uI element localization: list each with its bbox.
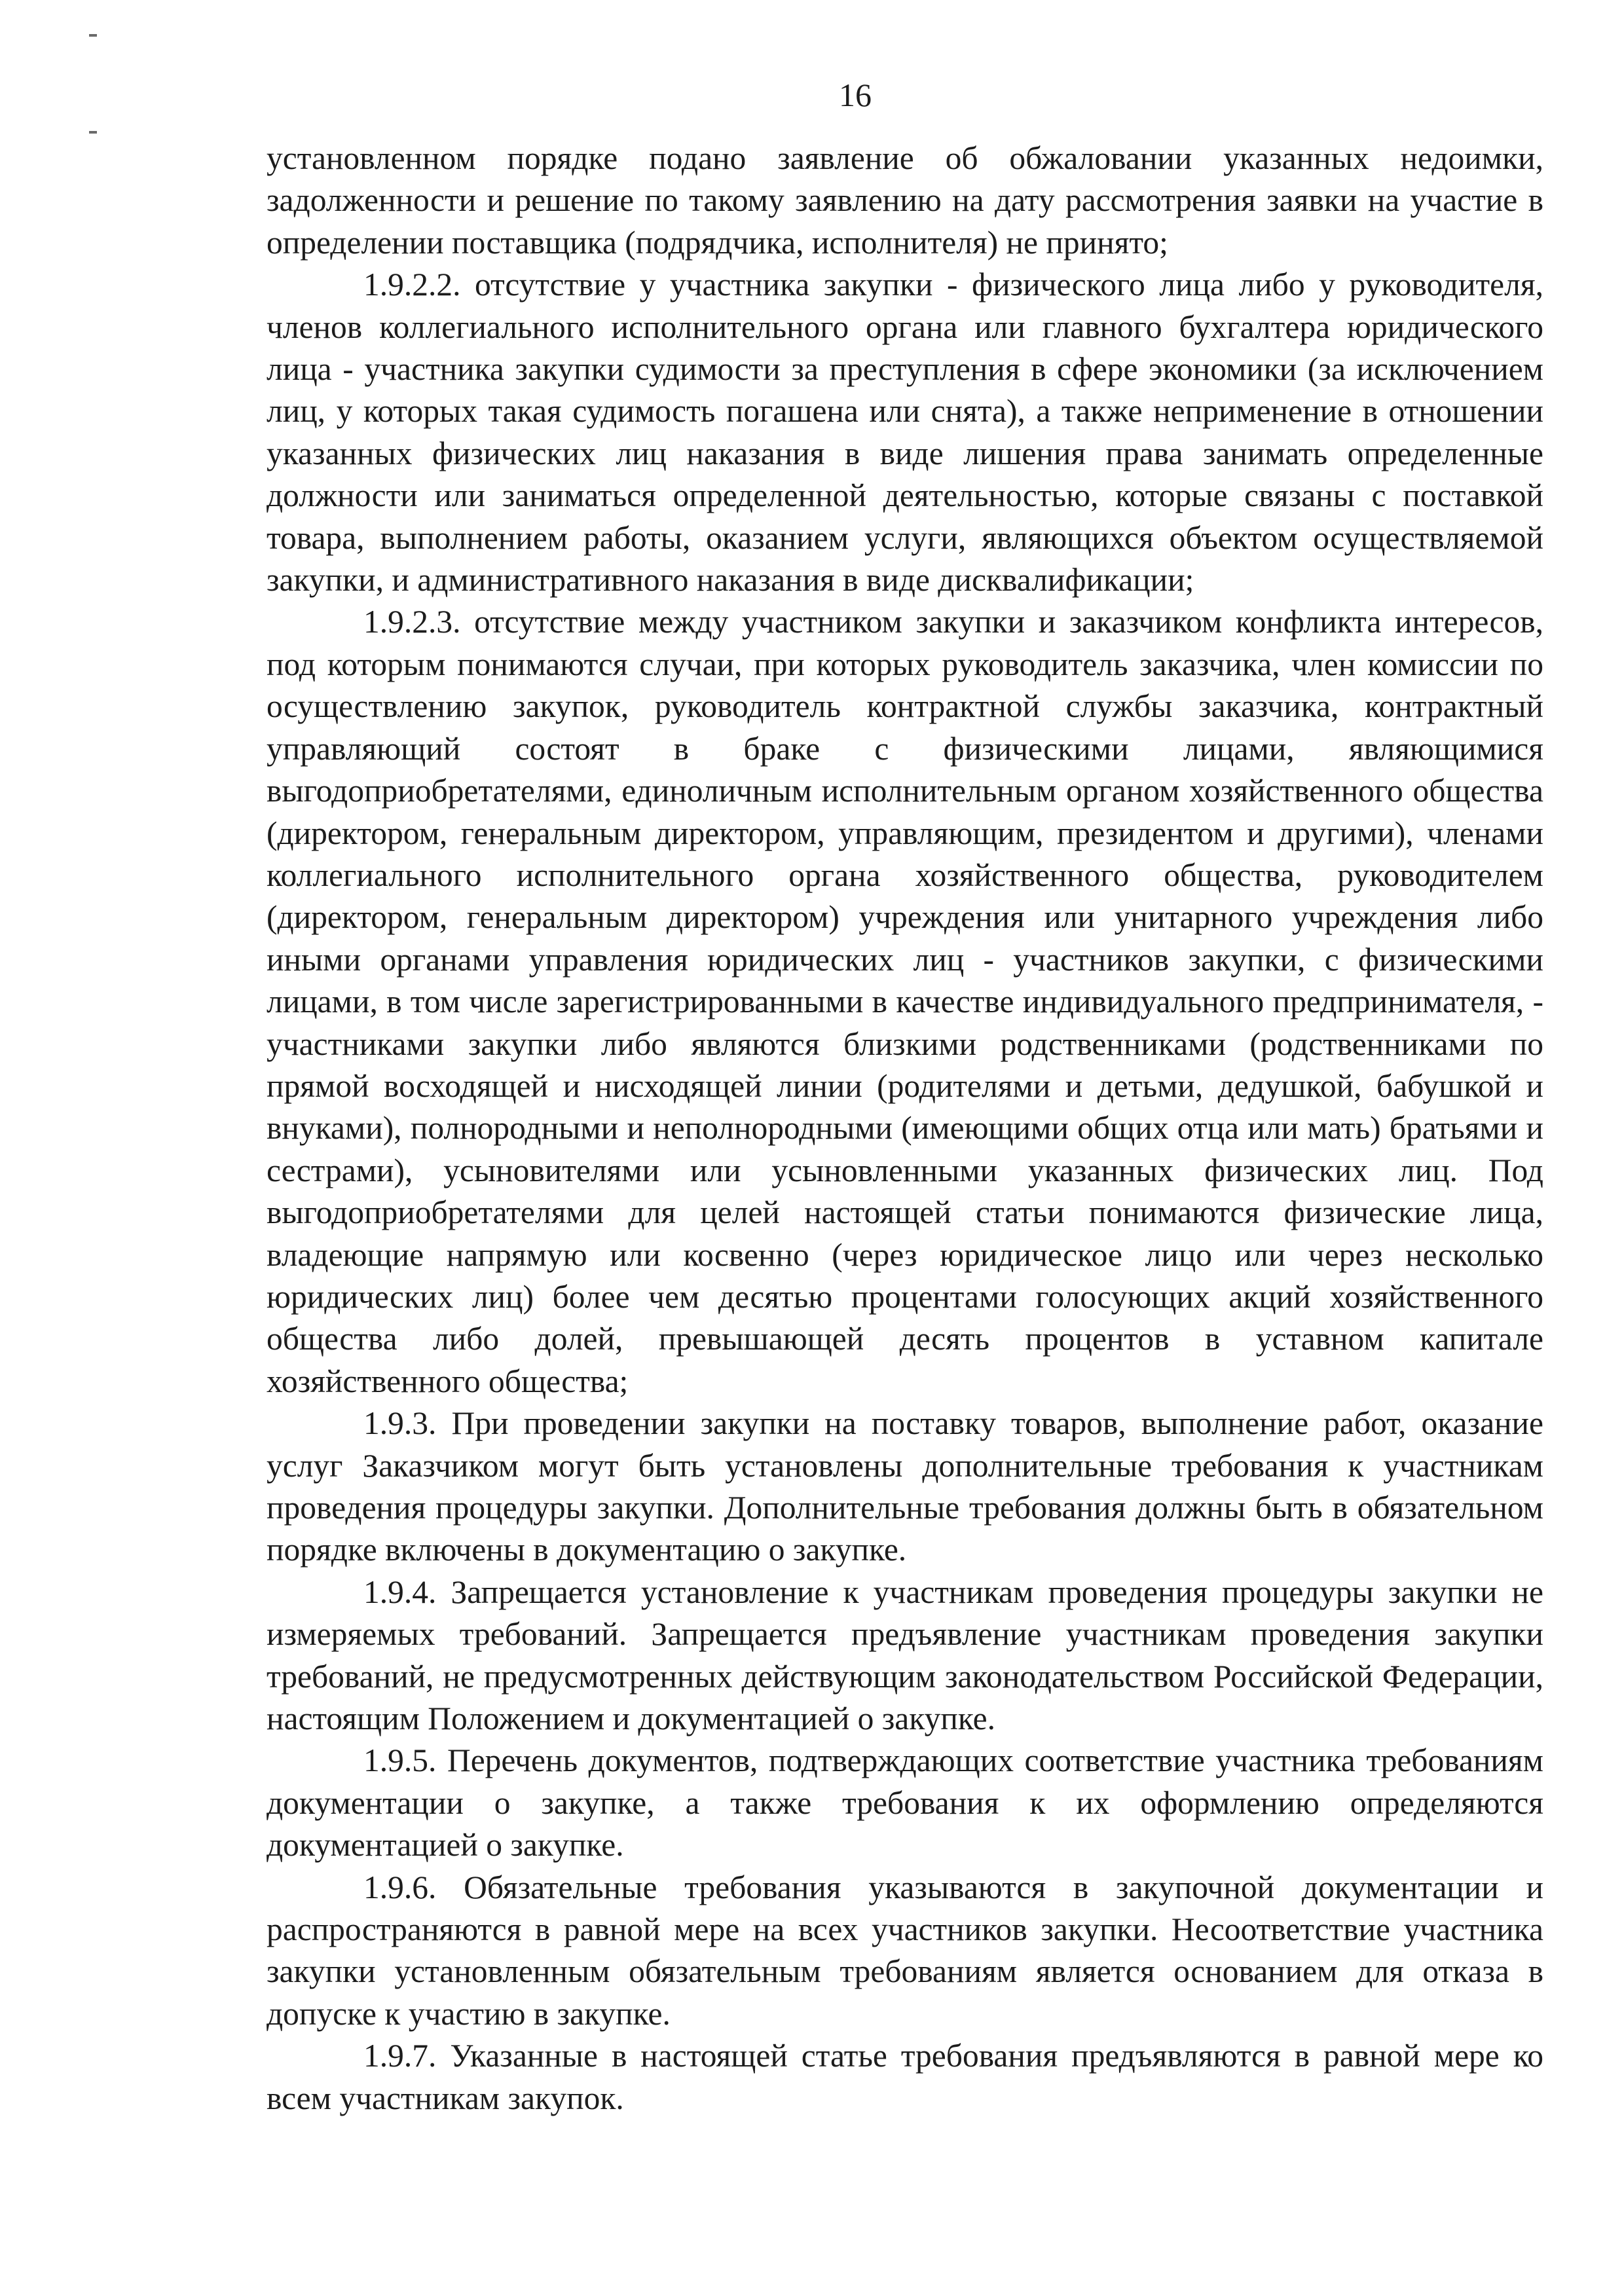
paragraph-1-9-2-2: 1.9.2.2. отсутствие у участника закупки - физического лица либо у руководителя, членов коллегиального исполнительного органа или главного бухгалтера юридического лица - участника закупки судимости за преступления в сфере экономики (за исключением лиц, у которых такая судимость погашена или снята), а также неприменение в отношении указанных физических лиц наказания в виде лишения права занимать определенные должности или заниматься определенной деятельностью, которые связаны с поставкой товара, выполнением работы, оказанием услуги, являющихся объектом осуществляемой закупки, и административного наказания в виде дисквалификации; xyxy=(267,266,1543,598)
page-number: 16 xyxy=(839,77,872,113)
paragraph-1-9-5: 1.9.5. Перечень документов, подтверждающих соответствие участника требованиям документации о закупке, а также требования к их оформлению определяются документацией о закупке. xyxy=(267,1742,1543,1864)
paragraph-1-9-4: 1.9.4. Запрещается установление к участникам проведения процедуры закупки не измеряемых требований. Запрещается предъявление участникам проведения закупки требований, не предусмотренных действующим законодательством Российской Федерации, настоящим Положением и документацией о закупке. xyxy=(267,1573,1543,1737)
scan-mark xyxy=(89,34,97,37)
paragraph-1-9-2-3: 1.9.2.3. отсутствие между участником закупки и заказчиком конфликта интересов, под которым понимаются случаи, при которых руководитель заказчика, член комиссии по осуществлению закупок, руководитель контрактной службы заказчика, контрактный управляющий состоят в браке с физическими лицами, являющимися выгодоприобретателями, единоличным исполнительным органом хозяйственного общества (директором, генеральным директором, управляющим, президентом и другими), членами коллегиального исполнительного органа хозяйственного общества, руководителем (директором, генеральным директором) учреждения или унитарного учреждения либо иными органами управления юридических лиц - участников закупки, с физическими лицами, в том числе зарегистрированными в качестве индивидуального предпринимателя, - участниками закупки либо являются близкими родственниками (родственниками по прямой восходящей и нисходящей линии (родителями и детьми, дедушкой, бабушкой и внуками), полнородными и неполнородными (имеющими общих отца или мать) братьями и сестрами), усыновителями или усыновленными указанных физических лиц. Под выгодоприобретателями для целей настоящей статьи понимаются физические лица, владеющие напрямую или косвенно (через юридическое лицо или через несколько юридических лиц) более чем десятью процентами голосующих акций хозяйственного общества либо долей, превышающей десять процентов в уставном капитале хозяйственного общества; xyxy=(267,604,1543,1399)
paragraph-1-9-3: 1.9.3. При проведении закупки на поставку товаров, выполнение работ, оказание услуг Заказчиком могут быть установлены дополнительные требования к участникам проведения процедуры закупки. Дополнительные требования должны быть в обязательном порядке включены в документацию о закупке. xyxy=(267,1405,1543,1568)
paragraph-continuation: установленном порядке подано заявление об обжаловании указанных недоимки, задолженности и решение по такому заявлению на дату рассмотрения заявки на участие в определении поставщика (подрядчика, исполнителя) не принято; xyxy=(267,140,1543,261)
paragraph-1-9-6: 1.9.6. Обязательные требования указываются в закупочной документации и распространяются в равной мере на всех участников закупки. Несоответствие участника закупки установленным обязательным требованиям является основанием для отказа в допуске к участию в закупке. xyxy=(267,1869,1543,2032)
scan-mark xyxy=(89,131,97,134)
document-body xyxy=(267,138,1543,2120)
paragraph-1-9-7: 1.9.7. Указанные в настоящей статье требования предъявляются в равной мере ко всем участникам закупок. xyxy=(267,2038,1543,2116)
